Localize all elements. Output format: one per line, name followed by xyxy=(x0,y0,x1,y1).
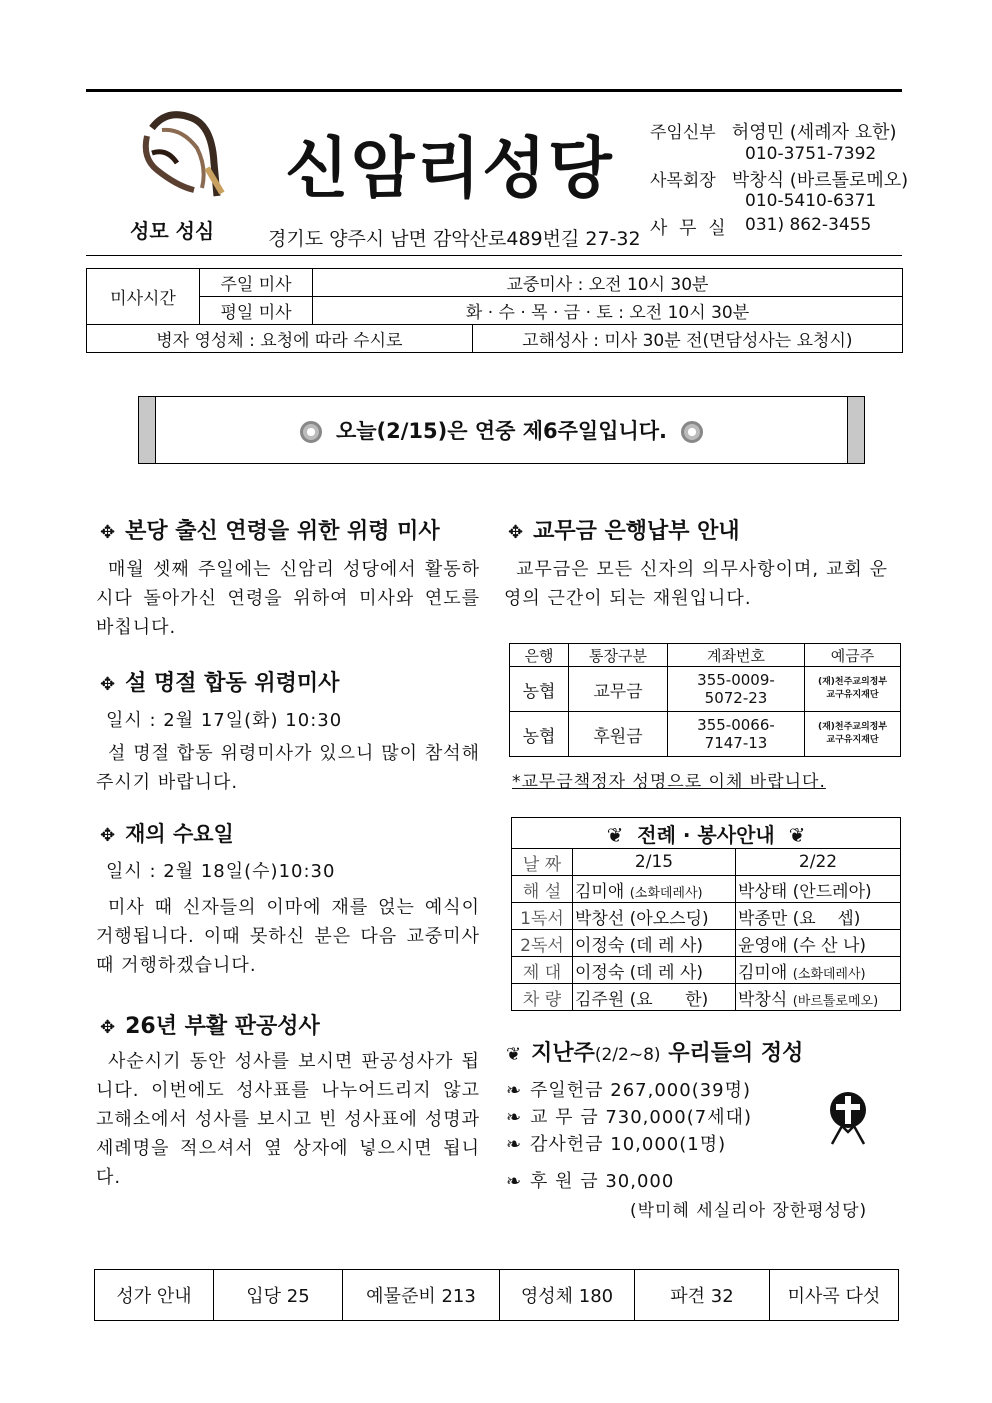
staff-phone: 010-3751-7392 xyxy=(745,144,877,164)
easter-body: 사순시기 동안 성사를 보시면 판공성사가 됩니다. 이번에도 성사표를 나누어드리지 않고 고해소에서 성사를 보시고 빈 성사표에 성명과 세례명을 적으셔서 옆 상자에 넣으시면 됩니다. xyxy=(96,1051,480,1188)
duty-baptismal: (소화데레사) xyxy=(792,966,866,982)
ring-icon xyxy=(300,421,322,443)
owner-line: 교구유지재단 xyxy=(826,690,879,700)
staff-name: 허영민 (세례자 요한) xyxy=(731,122,897,143)
hymn-cell: 미사곡 다섯 xyxy=(770,1270,899,1321)
duty-baptismal: (바르톨로메오) xyxy=(792,993,879,1009)
section-memorial-mass xyxy=(100,514,440,545)
duty-role: 차 량 xyxy=(512,984,573,1011)
table-row xyxy=(512,930,901,957)
hymn-cell: 예물준비 213 xyxy=(343,1270,500,1321)
table-row xyxy=(510,667,901,712)
offering-item xyxy=(506,1103,752,1129)
weekday-value: 화 · 수 · 목 · 금 · 토 : 오전 10시 30분 xyxy=(313,297,903,325)
duty-name: 김미애 xyxy=(575,881,625,902)
heart-logo-icon xyxy=(122,108,232,208)
offering-item xyxy=(506,1076,751,1102)
duty-cell xyxy=(736,903,901,930)
section-easter-confession xyxy=(100,1009,320,1040)
duty-header: 날 짜 xyxy=(512,849,573,876)
diamond-icon: ✥ xyxy=(100,1017,116,1038)
bank-header: 예금주 xyxy=(805,644,901,667)
hymn-cell: 영성체 180 xyxy=(500,1270,635,1321)
tithe-body: 교무금은 모든 신자의 의무사항이며, 교회 운영의 근간이 되는 재원입니다. xyxy=(504,559,888,609)
account-line: 7147-13 xyxy=(704,734,768,752)
bullet-leaf-icon: ❧ xyxy=(506,1107,523,1128)
duty-role: 제 대 xyxy=(512,957,573,984)
duty-cell xyxy=(736,957,901,984)
duty-cell xyxy=(573,957,736,984)
lunar-body: 설 명절 합동 위령미사가 있으니 많이 참석해 주시기 바랍니다. xyxy=(96,743,480,793)
table-row xyxy=(512,984,901,1011)
bank-note: *교무금책정자 성명으로 이체 바랍니다. xyxy=(512,772,826,792)
table-row xyxy=(512,903,901,930)
diamond-icon: ✥ xyxy=(100,674,116,695)
duty-title-label: 전례 · 봉사안내 xyxy=(637,822,775,847)
weekday-label: 평일 미사 xyxy=(200,297,313,325)
offering-text: 감사헌금 10,000(1명) xyxy=(530,1134,727,1155)
page-title: 신암리성당 xyxy=(285,130,614,207)
duty-header: 2/22 xyxy=(736,849,901,876)
header-rule xyxy=(86,255,902,256)
bank-header: 통장구분 xyxy=(569,644,668,667)
duty-cell xyxy=(573,876,736,903)
duty-cell xyxy=(573,903,736,930)
staff-role: 사목회장 xyxy=(650,171,716,191)
staff-phone: 031) 862-3455 xyxy=(745,215,872,235)
duty-name: 이정숙 (데 레 사) xyxy=(575,962,704,983)
section-title: 본당 출신 연령을 위한 위령 미사 xyxy=(125,519,440,544)
sunday-label: 주일 미사 xyxy=(200,269,313,297)
section-lunar-memorial xyxy=(100,666,339,697)
section-offerings xyxy=(506,1036,803,1067)
staff-role: 주임신부 xyxy=(650,123,716,143)
duty-cell xyxy=(736,984,901,1011)
duty-role: 해 설 xyxy=(512,876,573,903)
mass-times-table xyxy=(86,268,903,353)
offering-text: 교 무 금 730,000(7세대) xyxy=(530,1107,753,1128)
bank-cell: 농협 xyxy=(510,667,569,712)
praying-hands-cross-icon xyxy=(822,1088,874,1148)
offering-text: 주일헌금 267,000(39명) xyxy=(530,1080,752,1101)
duty-cell xyxy=(736,930,901,957)
duty-role: 2독서 xyxy=(512,930,573,957)
section-tithe xyxy=(508,514,740,545)
account-cell xyxy=(668,712,805,757)
offering-title2: 우리들의 정성 xyxy=(668,1041,804,1066)
sick-communion: 병자 영성체 : 요청에 따라 수시로 xyxy=(87,325,473,353)
banner-label: 오늘(2/15)은 연중 제6주일입니다. xyxy=(335,419,668,443)
owner-line: 교구유지재단 xyxy=(826,735,879,745)
staff-role: 사 무 실 xyxy=(650,218,729,239)
account-line: 355-0009- xyxy=(697,671,775,689)
ring-icon xyxy=(681,421,703,443)
account-cell xyxy=(668,667,805,712)
address: 경기도 양주시 남면 감악산로489번길 27-32 xyxy=(268,228,641,250)
duty-name: 박상태 (안드레아) xyxy=(738,881,872,902)
top-rule xyxy=(86,89,902,92)
owner-line: (재)천주교의정부 xyxy=(817,677,888,687)
type-cell: 교무금 xyxy=(569,667,668,712)
hymn-cell: 성가 안내 xyxy=(95,1270,214,1321)
duty-name: 박종만 (요 셉) xyxy=(738,908,861,929)
bank-table xyxy=(509,643,901,757)
section-title: 설 명절 합동 위령미사 xyxy=(125,671,340,696)
ash-body: 미사 때 신자들의 이마에 재를 얹는 예식이 거행됩니다. 이때 못하신 분은 다음 교중미사 때 거행하겠습니다. xyxy=(96,897,480,976)
staff-office xyxy=(650,214,729,240)
table-row xyxy=(512,876,901,903)
offering-item xyxy=(506,1130,726,1156)
confession: 고해성사 : 미사 30분 전(면담성사는 요청시) xyxy=(472,325,902,353)
duty-header: 2/15 xyxy=(573,849,736,876)
diamond-icon: ✥ xyxy=(508,522,524,543)
duty-cell xyxy=(573,984,736,1011)
duty-cell xyxy=(736,876,901,903)
duty-cell xyxy=(573,930,736,957)
bullet-leaf-icon: ❧ xyxy=(506,1171,523,1192)
type-cell: 후원금 xyxy=(569,712,668,757)
offering-text: 후 원 금 30,000 xyxy=(530,1171,675,1192)
staff-pastor xyxy=(650,118,897,144)
duty-name: 이정숙 (데 레 사) xyxy=(575,935,704,956)
owner-cell xyxy=(805,712,901,757)
table-row xyxy=(512,957,901,984)
bank-cell: 농협 xyxy=(510,712,569,757)
offering-item xyxy=(506,1167,674,1193)
duty-role: 1독서 xyxy=(512,903,573,930)
table-row xyxy=(510,712,901,757)
duty-name: 김주원 (요 한) xyxy=(575,989,709,1010)
duty-name: 김미애 xyxy=(738,962,788,983)
diamond-icon: ✥ xyxy=(100,522,116,543)
hymn-cell: 입당 25 xyxy=(214,1270,343,1321)
leaf-icon: ❦ xyxy=(506,1044,522,1065)
offering-note: (박미혜 세실리아 장한평성당) xyxy=(630,1201,868,1221)
memorial-body: 매월 셋째 주일에는 신암리 성당에서 활동하시다 돌아가신 연령을 위하여 미사와 연도를 바칩니다. xyxy=(96,559,480,638)
section-title: 26년 부활 판공성사 xyxy=(125,1014,320,1039)
duty-title xyxy=(512,818,901,849)
bullet-leaf-icon: ❧ xyxy=(506,1080,523,1101)
sunday-value: 교중미사 : 오전 10시 30분 xyxy=(313,269,903,297)
section-title: 재의 수요일 xyxy=(125,822,234,846)
offering-period: (2/2~8) xyxy=(594,1045,661,1065)
ash-date: 일시 : 2월 18일(수)10:30 xyxy=(106,861,336,882)
banner-text xyxy=(139,415,864,445)
leaf-icon: ❦ xyxy=(606,822,624,847)
duty-baptismal: (소화데레사) xyxy=(629,885,703,901)
mass-label: 미사시간 xyxy=(87,269,200,325)
staff-name: 박창식 (바르톨로메오) xyxy=(731,170,909,191)
section-ash-wednesday xyxy=(100,818,234,848)
sunday-banner xyxy=(138,396,865,464)
account-line: 5072-23 xyxy=(704,689,768,707)
account-line: 355-0066- xyxy=(697,716,775,734)
owner-line: (재)천주교의정부 xyxy=(817,722,888,732)
owner-cell xyxy=(805,667,901,712)
hymn-table xyxy=(94,1269,899,1321)
duty-name: 윤영애 (수 산 나) xyxy=(738,935,867,956)
duty-table xyxy=(511,817,901,1011)
duty-name: 박창선 (아오스딩) xyxy=(575,908,709,929)
leaf-icon: ❦ xyxy=(788,822,806,847)
staff-phone: 010-5410-6371 xyxy=(745,191,877,211)
offering-title: 지난주 xyxy=(531,1041,595,1066)
bank-header: 계좌번호 xyxy=(668,644,805,667)
hymn-cell: 파견 32 xyxy=(635,1270,770,1321)
staff-president xyxy=(650,166,908,192)
bank-header: 은행 xyxy=(510,644,569,667)
duty-name: 박창식 xyxy=(738,989,788,1010)
diamond-icon: ✥ xyxy=(100,825,116,846)
logo-caption: 성모 성심 xyxy=(130,219,215,243)
section-title: 교무금 은행납부 안내 xyxy=(533,519,740,544)
lunar-date: 일시 : 2월 17일(화) 10:30 xyxy=(106,710,343,731)
bullet-leaf-icon: ❧ xyxy=(506,1134,523,1155)
